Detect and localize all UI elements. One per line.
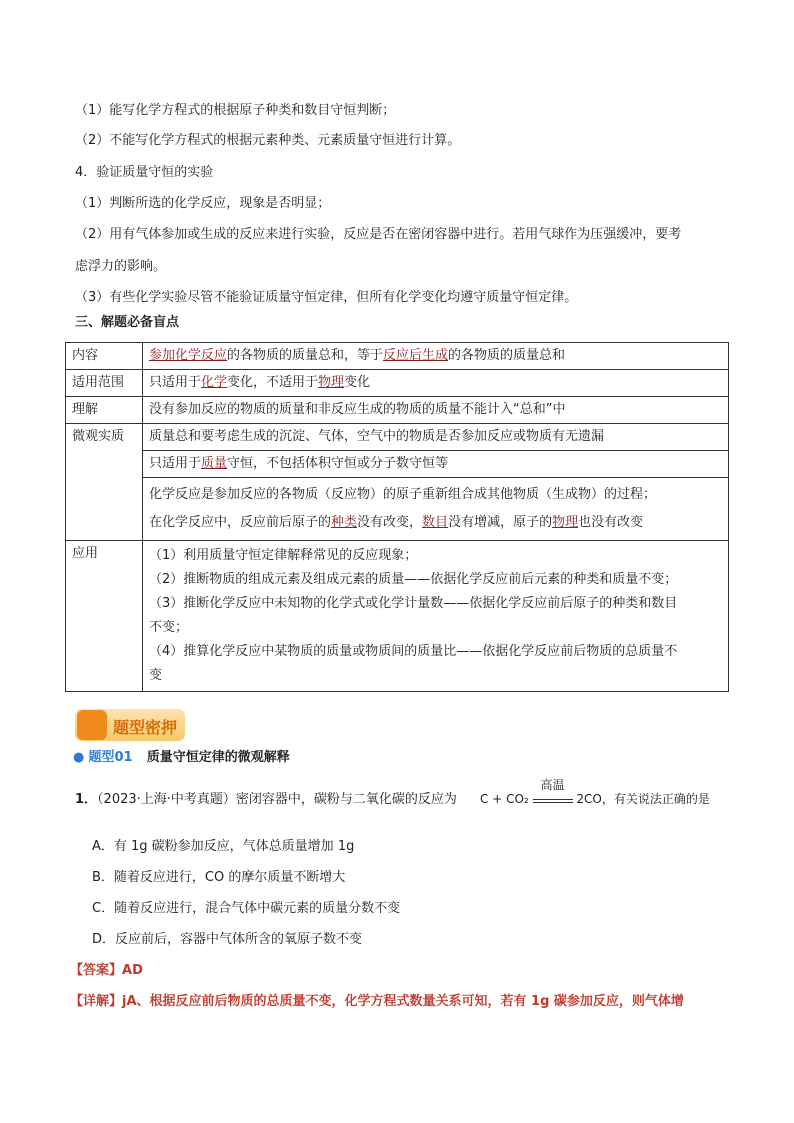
text-line: 4．验证质量守恒的实验 [75, 165, 214, 180]
row-head: 内容 [66, 343, 143, 370]
text-line: （1）判断所选的化学反应，现象是否明显； [75, 196, 331, 211]
section-title: 三、解题必备盲点 [75, 315, 180, 330]
text-line: 虑浮力的影响。 [75, 259, 167, 274]
notes-table [65, 342, 729, 692]
option-b: B．随着反应进行，CO 的摩尔质量不断增大 [92, 870, 346, 885]
banner-title: 题型密押 [113, 718, 178, 737]
text-line: （2）用有气体参加或生成的反应来进行实验，反应是否在密闭容器中进行。若用气球作为压强缓冲，要考 [75, 227, 682, 242]
row-content: 化学反应是参加反应的各物质（反应物）的原子重新组合成其他物质（生成物）的过程； 在化学反应中，反应前后原子的种类没有改变，数目没有增减，原子的物理也没有改变 [143, 478, 729, 541]
text-line: （2）不能写化学方程式的根据元素种类、元素质量守恒进行计算。 [75, 133, 461, 148]
row-content: 参加化学反应的各物质的质量总和，等于反应后生成的各物质的质量总和 [143, 343, 729, 370]
section-banner [75, 709, 185, 741]
detail: 【详解】jA、根据反应前后物质的总质量不变，化学方程式数量关系可知，若有 1g 碳参加反应，则气体增 [70, 994, 684, 1009]
row-head: 理解 [66, 397, 143, 424]
row-head: 应用 [66, 541, 143, 692]
option-a: A．有 1g 碳粉参加反应，气体总质量增加 1g [92, 839, 355, 854]
text-line: （1）能写化学方程式的根据原子种类和数目守恒判断； [75, 103, 396, 118]
row-content: （1）利用质量守恒定律解释常见的反应现象； （2）推断物质的组成元素及组成元素的质量——依据化学反应前后元素的种类和质量不变； （3）推断化学反应中未知物的化学式或化学计量数——依据化学反应前后原子的种类和数目 不变； （4）推算化学反应中某物质的质量或物质间的质量比——依据化学反应前后物质的总质量不 变 [143, 541, 729, 692]
answer: 【答案】AD [70, 963, 143, 978]
text-line: （3）有些化学实验尽管不能验证质量守恒定律，但所有化学变化均遵守质量守恒定律。 [75, 290, 578, 305]
row-head: 微观实质 [66, 424, 143, 541]
row-content: 质量总和要考虑生成的沉淀、气体，空气中的物质是否参加反应或物质有无遗漏 [143, 424, 729, 451]
teacher-avatar-icon [77, 710, 107, 740]
option-c: C．随着反应进行，混合气体中碳元素的质量分数不变 [92, 901, 401, 916]
type-title: ● 题型01 质量守恒定律的微观解释 [73, 750, 290, 765]
reaction-equation: C + CO₂ 高温 2CO，有关说法正确的是 [480, 778, 710, 806]
row-content: 只适用于质量守恒，不包括体积守恒或分子数守恒等 [143, 451, 729, 478]
option-d: D．反应前后，容器中气体所含的氧原子数不变 [92, 932, 363, 947]
row-content: 只适用于化学变化，不适用于物理变化 [143, 370, 729, 397]
row-head: 适用范围 [66, 370, 143, 397]
location-pin-icon: ● [73, 750, 85, 765]
question-stem: 1．（2023·上海·中考真题）密闭容器中，碳粉与二氧化碳的反应为 [75, 792, 457, 807]
row-content: 没有参加反应的物质的质量和非反应生成的物质的质量不能计入“总和”中 [143, 397, 729, 424]
